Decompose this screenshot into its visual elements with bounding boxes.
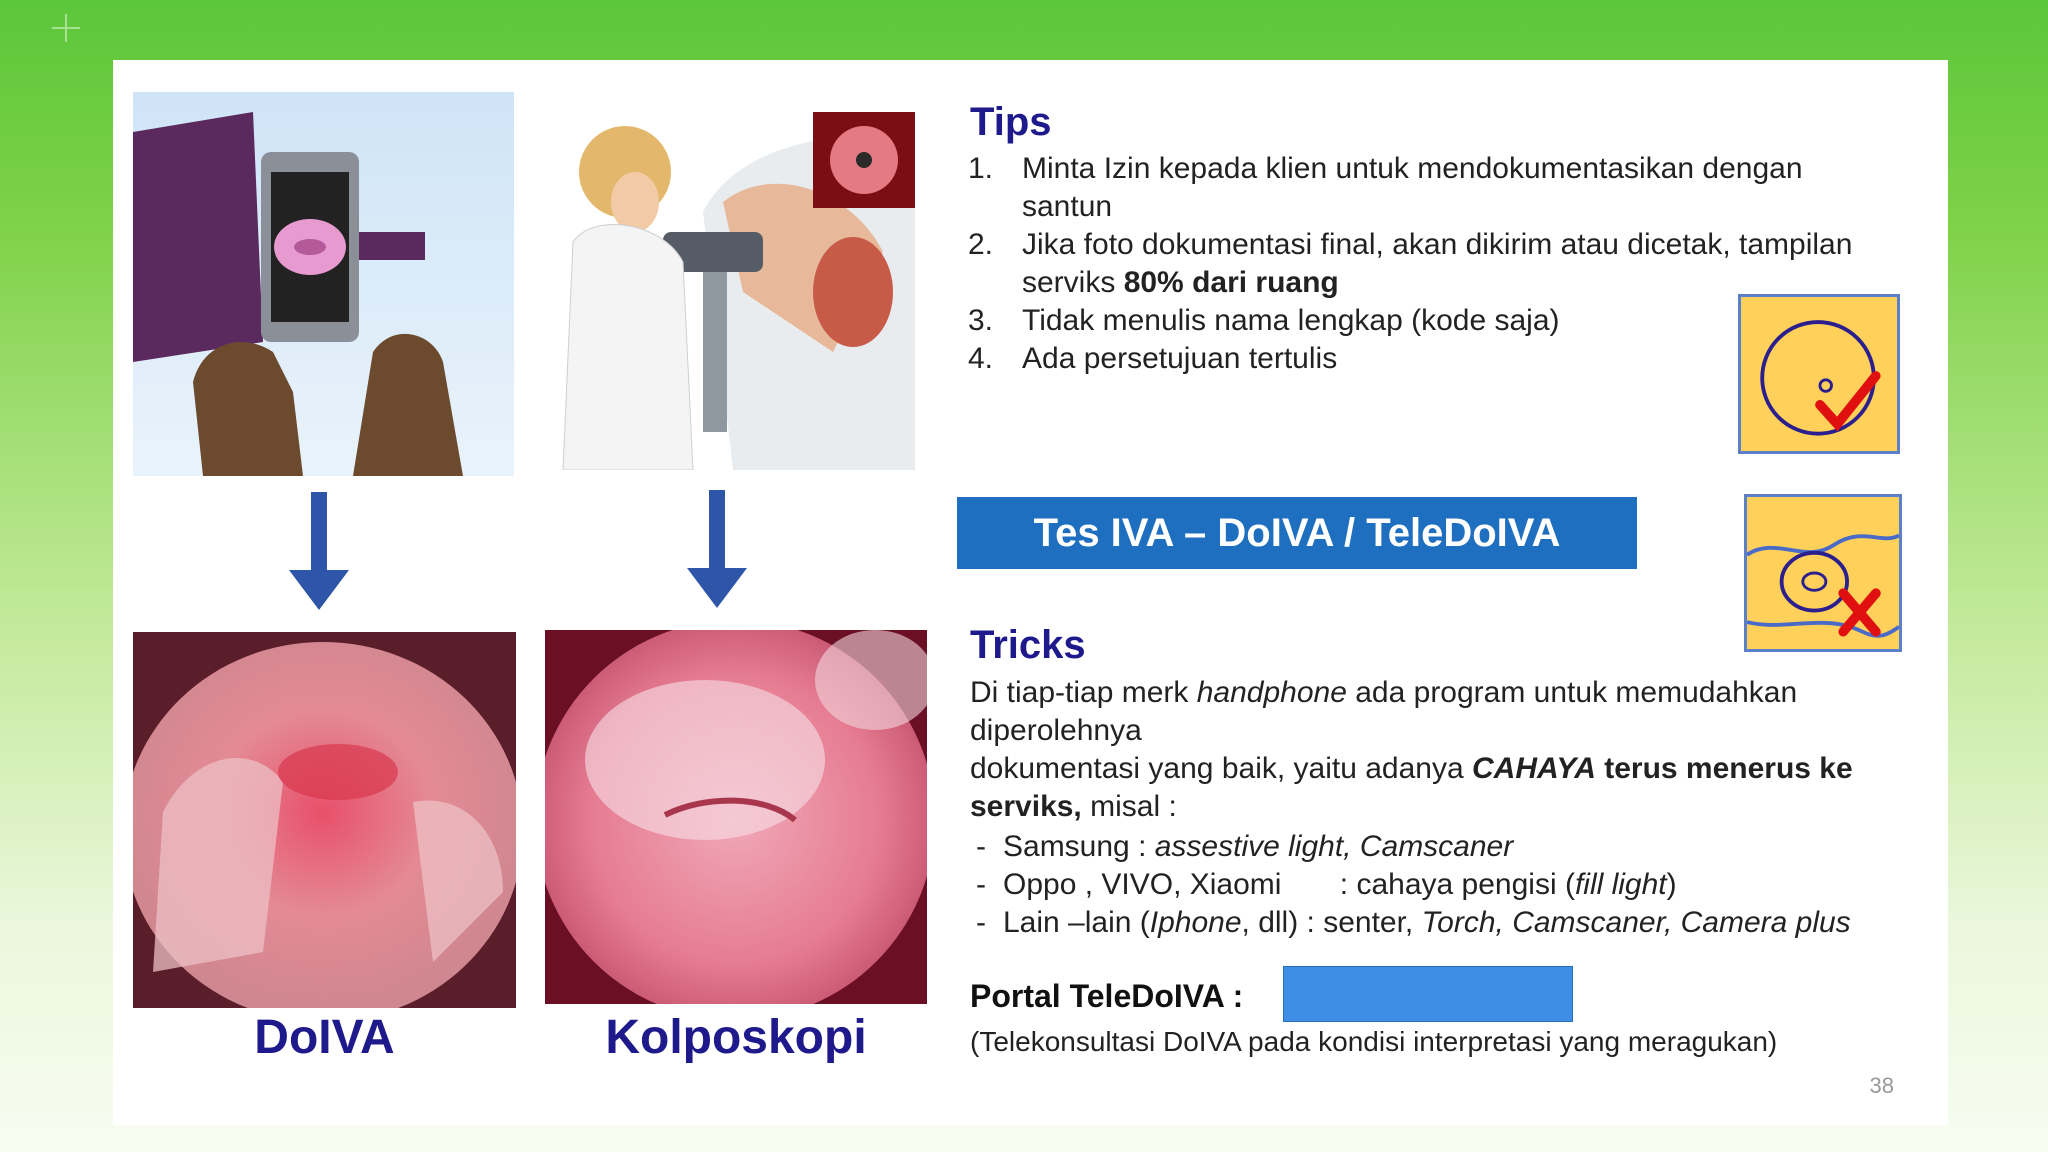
tricks-body <box>970 674 1930 942</box>
colposcope-image <box>553 92 915 470</box>
down-arrow-icon <box>289 492 349 612</box>
doiva-phone-image <box>133 92 514 476</box>
tips-item: 2. Jika foto dokumentasi final, akan dikirim atau dicetak, tampilan serviks 80% dari ruang <box>968 228 1853 299</box>
circle-check-icon <box>1738 294 1900 454</box>
slide <box>113 60 1948 1125</box>
tricks-line: Di tiap-tiap merk handphone ada program untuk memudahkan diperolehnya <box>970 676 1798 747</box>
tips-item: 3. Tidak menulis nama lengkap (kode saja) <box>968 304 1560 337</box>
tricks-item: - Samsung : assestive light, Camscaner <box>976 830 1514 863</box>
banner-title: Tes IVA – DoIVA / TeleDoIVA <box>957 497 1637 569</box>
down-arrow-icon <box>687 490 747 610</box>
page-number: 38 <box>1869 1073 1894 1098</box>
tricks-item: - Lain –lain (Iphone, dll) : senter, Torch, Camscaner, Camera plus <box>976 906 1851 939</box>
tricks-list <box>970 828 1930 942</box>
portal-label: Portal TeleDoIVA : <box>970 978 1244 1014</box>
tricks-item: - Oppo , VIVO, Xiaomi : cahaya pengisi (fill light) <box>976 868 1677 901</box>
tips-heading: Tips <box>970 100 1052 144</box>
tricks-heading: Tricks <box>970 623 1086 667</box>
portal-note: (Telekonsultasi DoIVA pada kondisi interpretasi yang meragukan) <box>970 1026 1778 1057</box>
tips-item: 1. Minta Izin kepada klien untuk mendokumentasikan dengan santun <box>968 152 1803 223</box>
kolposkopi-cervix-image <box>545 630 927 1004</box>
doiva-cervix-image <box>133 632 516 1008</box>
tricks-line: dokumentasi yang baik, yaitu adanya CAHAYA terus menerus ke serviks, misal : <box>970 752 1853 823</box>
portal-link-box[interactable] <box>1283 966 1573 1022</box>
tips-item: 4. Ada persetujuan tertulis <box>968 342 1338 375</box>
cervix-cross-icon <box>1744 494 1902 652</box>
kolposkopi-caption: Kolposkopi <box>605 1011 867 1064</box>
decorative-plus-icon <box>52 14 80 42</box>
doiva-caption: DoIVA <box>254 1011 395 1064</box>
